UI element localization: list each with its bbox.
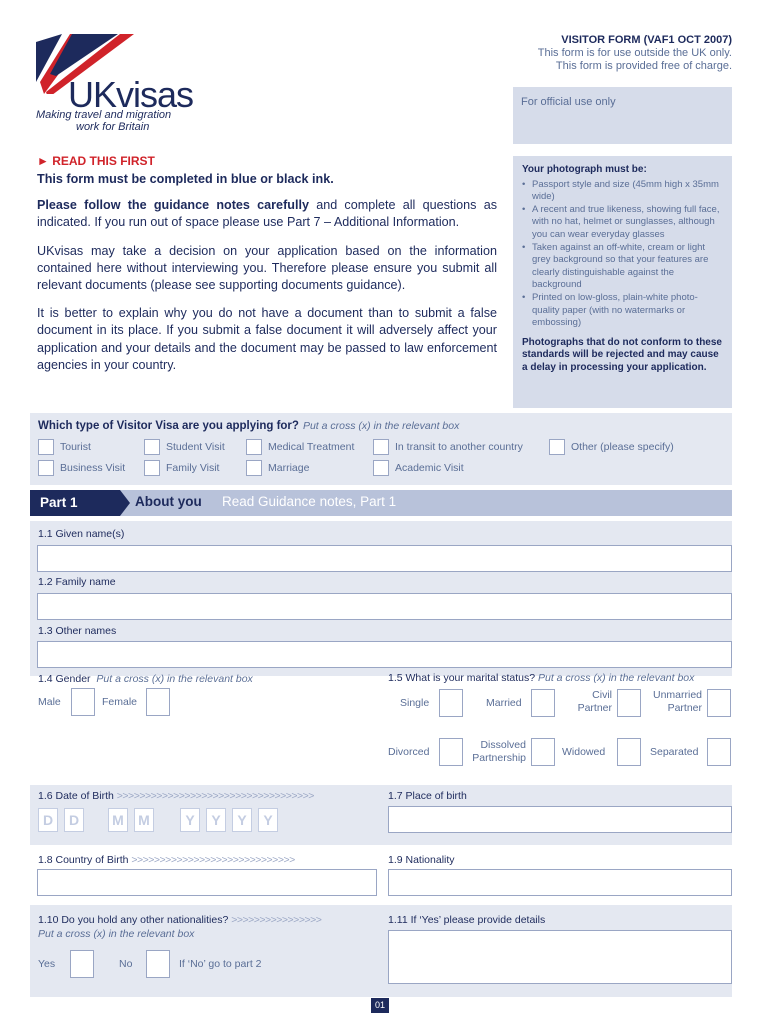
photograph-requirements (513, 156, 732, 408)
female-checkbox[interactable] (146, 688, 170, 716)
option-academic-visit[interactable]: Academic Visit (373, 460, 464, 476)
list-item: • A recent and true likeness, showing full face, with no hat, helmet or sunglasses, although you can wear everyday glasses (522, 204, 723, 242)
marital-status-label: 1.5 What is your marital status? Put a cross (x) in the relevant box (388, 672, 695, 684)
dob-year-3[interactable]: Y (232, 808, 252, 832)
divorced-checkbox[interactable] (439, 738, 463, 766)
ink-instruction: This form must be completed in blue or black ink. (37, 172, 334, 186)
single-checkbox[interactable] (439, 689, 463, 717)
option-in-transit[interactable]: In transit to another country (373, 439, 523, 455)
unmarried-partner-checkbox[interactable] (707, 689, 731, 717)
photo-warning: Photographs that do not conform to these standards will be rejected and may cause a delay in processing your application. (522, 336, 722, 373)
unmarried-partner-label: Unmarried Partner (652, 689, 702, 714)
gender-label: 1.4 Gender Put a cross (x) in the relevant box (38, 673, 253, 685)
civil-partner-label: Civil Partner (577, 689, 612, 714)
part1-title: About you (135, 494, 202, 509)
visa-type-question: Which type of Visitor Visa are you applying for? Put a cross (x) in the relevant box (38, 420, 460, 432)
option-business-visit[interactable]: Business Visit (38, 460, 125, 476)
official-use-label: For official use only (521, 96, 616, 108)
intro-text (37, 171, 497, 385)
checkbox[interactable] (373, 439, 389, 455)
nationality-details-label: 1.11 If ‘Yes’ please provide details (388, 914, 546, 926)
family-name-label: 1.2 Family name (38, 576, 116, 588)
nationality-details-field[interactable] (388, 930, 732, 984)
logo-wordmark: UKvisas (68, 74, 194, 115)
family-name-field[interactable] (37, 593, 732, 620)
option-marriage[interactable]: Marriage (246, 460, 309, 476)
checkbox[interactable] (246, 439, 262, 455)
dob-year-1[interactable]: Y (180, 808, 200, 832)
page-number: 01 (371, 998, 389, 1013)
widowed-label: Widowed (562, 746, 606, 758)
option-medical-treatment[interactable]: Medical Treatment (246, 439, 354, 455)
dob-year-4[interactable]: Y (258, 808, 278, 832)
female-label: Female (102, 696, 138, 708)
dissolved-partnership-checkbox[interactable] (531, 738, 555, 766)
option-other[interactable]: Other (please specify) (549, 439, 674, 455)
given-names-field[interactable] (37, 545, 732, 572)
official-use-box (513, 87, 732, 144)
part1-arrow-icon (120, 490, 130, 516)
separated-label: Separated (650, 746, 699, 758)
read-this-first: ► READ THIS FIRST (37, 154, 155, 168)
dob-month-1[interactable]: M (108, 808, 128, 832)
nationality-field[interactable] (388, 869, 732, 896)
place-of-birth-label: 1.7 Place of birth (388, 790, 467, 802)
separated-checkbox[interactable] (707, 738, 731, 766)
civil-partner-checkbox[interactable] (617, 689, 641, 717)
place-of-birth-field[interactable] (388, 806, 732, 833)
false-document-paragraph: It is better to explain why you do not have a document than to submit a false document in its place. If you submit a false document it will adversely affect your application and your details and the document may be passed to law enforcement agencies in your country. (37, 306, 497, 372)
checkbox[interactable] (38, 439, 54, 455)
country-of-birth-field[interactable] (37, 869, 377, 896)
dob-year-2[interactable]: Y (206, 808, 226, 832)
dob-month-2[interactable]: M (134, 808, 154, 832)
list-item: • Taken against an off-white, cream or light grey background so that your features are clearly distinguishable against the background (522, 242, 723, 292)
given-names-label: 1.1 Given name(s) (38, 528, 125, 540)
checkbox[interactable] (549, 439, 565, 455)
dob-label: 1.6 Date of Birth >>>>>>>>>>>>>>>>>>>>>>>>>>>>>>>>>>> (38, 790, 314, 802)
male-label: Male (38, 696, 61, 708)
logo-tagline: Making travel and migration work for Britain (36, 109, 172, 133)
other-names-field[interactable] (37, 641, 732, 668)
dob-day-2[interactable]: D (64, 808, 84, 832)
photo-heading: Your photograph must be: (522, 164, 647, 175)
checkbox[interactable] (38, 460, 54, 476)
decision-paragraph: UKvisas may take a decision on your application based on the information contained here without interviewing you. Therefore please ensure you submit all relevant documents (please see supporting documents guidance). (37, 243, 497, 293)
married-checkbox[interactable] (531, 689, 555, 717)
other-nationalities-hint: Put a cross (x) in the relevant box (38, 928, 195, 940)
no-checkbox[interactable] (146, 950, 170, 978)
single-label: Single (400, 697, 430, 709)
other-nationalities-label: 1.10 Do you hold any other nationalities? >>>>>>>>>>>>>>>> (38, 914, 322, 926)
part1-tab: Part 1 (30, 490, 120, 516)
male-checkbox[interactable] (71, 688, 95, 716)
no-label: No (119, 958, 133, 970)
married-label: Married (486, 697, 522, 709)
country-of-birth-label: 1.8 Country of Birth >>>>>>>>>>>>>>>>>>>>>>>>>>>>> (38, 854, 295, 866)
option-student-visit[interactable]: Student Visit (144, 439, 225, 455)
photo-requirements-list (522, 179, 723, 330)
nationality-label: 1.9 Nationality (388, 854, 455, 866)
other-names-label: 1.3 Other names (38, 625, 117, 637)
form-title: VISITOR FORM (VAF1 OCT 2007) (561, 34, 732, 46)
form-subtitle-1: This form is for use outside the UK only. (537, 47, 732, 59)
checkbox[interactable] (373, 460, 389, 476)
form-subtitle-2: This form is provided free of charge. (555, 60, 732, 72)
divorced-label: Divorced (388, 746, 430, 758)
checkbox[interactable] (246, 460, 262, 476)
list-item: • Passport style and size (45mm high x 35mm wide) (522, 179, 723, 204)
dissolved-partnership-label: Dissolved Partnership (472, 739, 526, 764)
list-item: • Printed on low-gloss, plain-white photo-quality paper (with no watermarks or embossing) (522, 292, 723, 330)
if-no-instruction: If ‘No’ go to part 2 (179, 958, 262, 970)
yes-checkbox[interactable] (70, 950, 94, 978)
checkbox[interactable] (144, 460, 160, 476)
yes-label: Yes (38, 958, 56, 970)
checkbox[interactable] (144, 439, 160, 455)
dob-day-1[interactable]: D (38, 808, 58, 832)
part1-guidance: Read Guidance notes, Part 1 (222, 494, 397, 509)
widowed-checkbox[interactable] (617, 738, 641, 766)
option-tourist[interactable]: Tourist (38, 439, 91, 455)
form-header (538, 34, 732, 73)
option-family-visit[interactable]: Family Visit (144, 460, 219, 476)
guidance-paragraph: Please follow the guidance notes carefully and complete all questions as indicated. If you run out of space please use Part 7 – Additional Information. (37, 198, 497, 230)
